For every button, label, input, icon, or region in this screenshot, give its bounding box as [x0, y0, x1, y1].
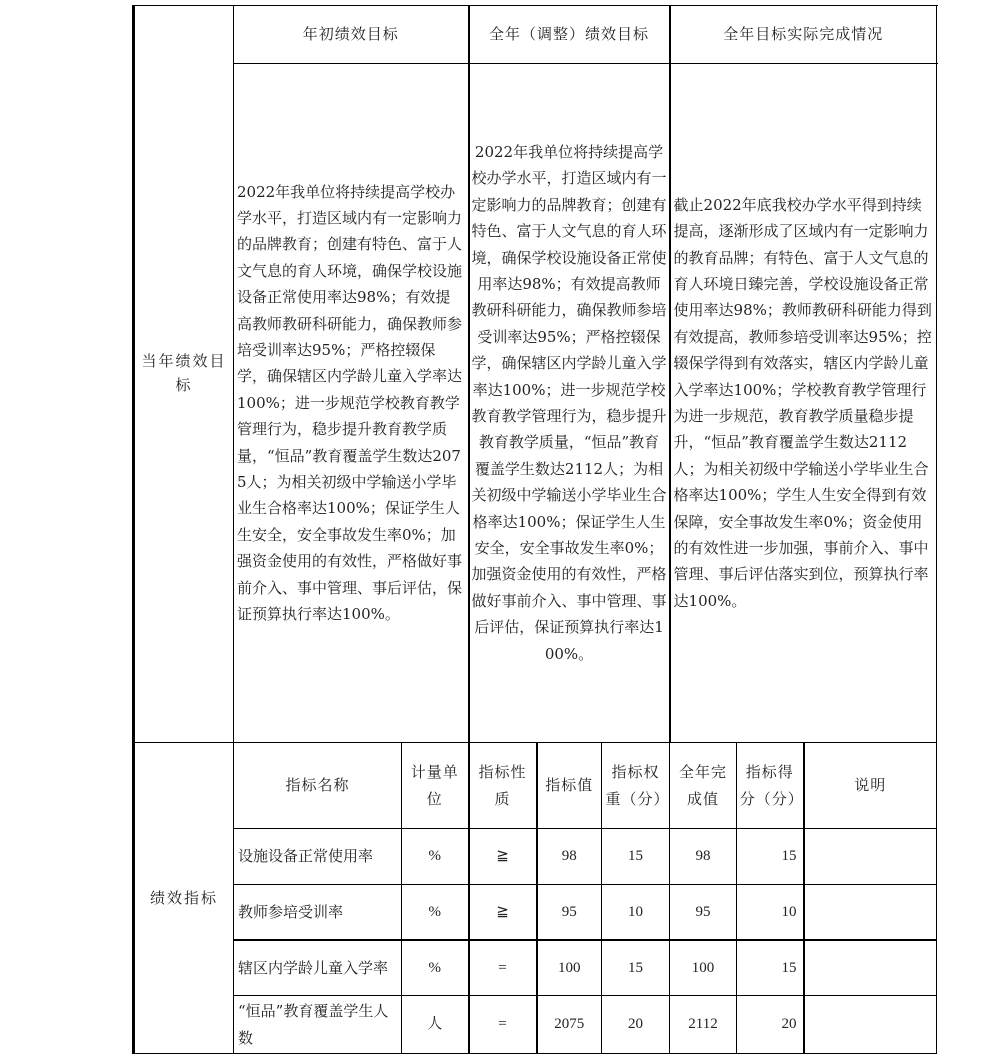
indicator-score: 15	[737, 829, 804, 885]
indicator-nature: ≧	[469, 829, 537, 885]
indicator-weight: 15	[602, 940, 670, 996]
indicator-note	[804, 996, 937, 1054]
indicator-name: 设施设备正常使用率	[234, 829, 402, 885]
indicator-weight: 20	[602, 996, 670, 1054]
section-label-indicators-text: 绩效指标	[149, 888, 218, 907]
goals-header-row	[134, 6, 937, 64]
indicator-unit: 人	[402, 996, 469, 1054]
col-header-actual-text: 全年完成值	[679, 763, 728, 808]
header-actual-completion: 全年目标实际完成情况	[670, 6, 937, 64]
indicator-score: 15	[737, 940, 804, 996]
indicator-value: 98	[537, 829, 602, 885]
adjusted-goal-text: 2022年我单位将持续提高学校办学水平，打造区域内有一定影响力的品牌教育；创建有特色、富于人文气息的育人环境，确保学校设施设备正常使用率达98%；有效提高教师教研科研能力，确保教师参培受训率达95%；严格控辍保学，确保辖区内学龄儿童入学率达100%；进一步规范学校教育教学管理行为，稳步提升教育教学质量，“恒品”教育覆盖学生数达2112人；为相关初级中学输送小学毕业生合格率达100%；保证学生人生安全，安全事故发生率0%；加强资金使用的有效性，严格做好事前介入、事中管理、事后评估，保证预算执行率达100%。	[469, 64, 670, 743]
indicator-note	[804, 829, 937, 885]
performance-table	[132, 5, 937, 1054]
indicator-weight: 10	[602, 885, 670, 940]
indicator-score: 20	[737, 996, 804, 1054]
indicator-value: 2075	[537, 996, 602, 1054]
col-header-score	[737, 743, 804, 829]
col-header-name: 指标名称	[234, 743, 402, 829]
col-header-weight	[602, 743, 670, 829]
indicator-unit: %	[402, 885, 469, 940]
indicator-note	[804, 885, 937, 940]
col-header-nature	[469, 743, 537, 829]
indicator-weight: 15	[602, 829, 670, 885]
actual-completion-text: 截止2022年底我校办学水平得到持续提高，逐渐形成了区域内有一定影响力的教育品牌；有特色、富于人文气息的育人环境日臻完善，学校设施设备正常使用率达98%；教师教研科研能力得到有效提高，教师参培受训率达95%；控辍保学得到有效落实，辖区内学龄儿童入学率达100%；学校教育教学管理行为进一步规范，教育教学质量稳步提升，“恒品”教育覆盖学生数达2112人；为相关初级中学输送小学毕业生合格率达100%；学生人生安全得到有效保障，安全事故发生率0%；资金使用的有效性进一步加强，事前介入、事中管理、事后评估落实到位，预算执行率达100%。	[670, 64, 937, 743]
indicator-name: 辖区内学龄儿童入学率	[234, 940, 402, 996]
col-header-actual	[670, 743, 737, 829]
indicator-nature: =	[469, 996, 537, 1054]
indicator-actual: 2112	[670, 996, 737, 1054]
indicator-name: 教师参培受训率	[234, 885, 402, 940]
table-row	[134, 829, 937, 885]
indicator-unit: %	[402, 829, 469, 885]
col-header-unit	[402, 743, 469, 829]
header-adjusted-goal: 全年（调整）绩效目标	[469, 6, 670, 64]
indicator-unit: %	[402, 940, 469, 996]
table-row	[134, 996, 937, 1054]
table-row	[134, 885, 937, 940]
indicator-nature: =	[469, 940, 537, 996]
indicator-value: 100	[537, 940, 602, 996]
indicator-actual: 100	[670, 940, 737, 996]
goals-text-row	[134, 64, 937, 743]
col-header-nature-text: 指标性质	[478, 763, 527, 808]
col-header-unit-text: 计量单位	[410, 763, 459, 808]
col-header-weight-text: 指标权重（分）	[605, 763, 670, 808]
table-row	[134, 940, 937, 996]
indicator-name: “恒品”教育覆盖学生人数	[234, 996, 402, 1054]
indicator-nature: ≧	[469, 885, 537, 940]
section-label-goals	[134, 6, 234, 743]
indicator-score: 10	[737, 885, 804, 940]
indicator-actual: 98	[670, 829, 737, 885]
initial-goal-text: 2022年我单位将持续提高学校办学水平，打造区域内有一定影响力的品牌教育；创建有特色、富于人文气息的育人环境，确保学校设施设备正常使用率达98%；有效提高教师教研科研能力，确保教师参培受训率达95%；严格控辍保学，确保辖区内学龄儿童入学率达100%；进一步规范学校教育教学管理行为，稳步提升教育教学质量，“恒品”教育覆盖学生数达2075人；为相关初级中学输送小学毕业生合格率达100%；保证学生人生安全，安全事故发生率0%；加强资金使用的有效性，严格做好事前介入、事中管理、事后评估，保证预算执行率达100%。	[234, 64, 469, 743]
section-label-indicators	[134, 743, 234, 1054]
indicator-header-row	[134, 743, 937, 829]
indicator-note	[804, 940, 937, 996]
indicator-actual: 95	[670, 885, 737, 940]
section-label-goals-text: 当年绩效目标	[141, 352, 227, 395]
col-header-value: 指标值	[537, 743, 602, 829]
col-header-note: 说明	[804, 743, 937, 829]
col-header-score-text: 指标得分（分）	[739, 763, 804, 808]
indicator-value: 95	[537, 885, 602, 940]
header-initial-goal: 年初绩效目标	[234, 6, 469, 64]
